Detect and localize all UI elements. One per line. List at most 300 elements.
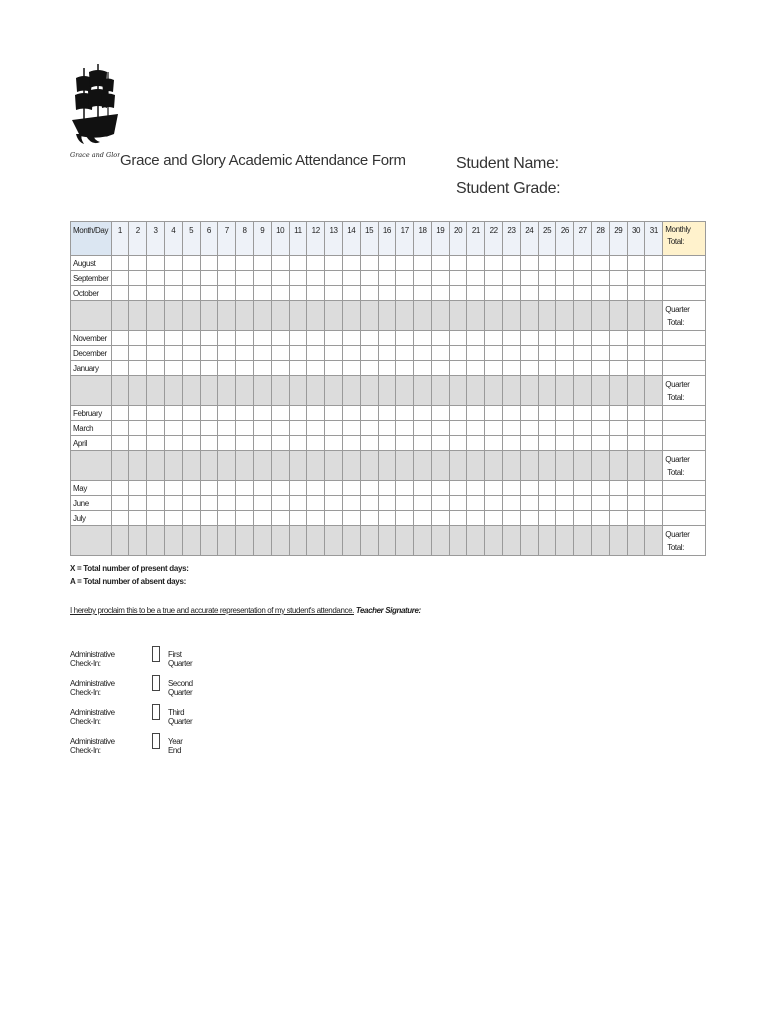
attendance-cell[interactable] — [342, 256, 360, 271]
attendance-cell[interactable] — [360, 436, 378, 451]
attendance-cell[interactable] — [467, 271, 485, 286]
attendance-cell[interactable] — [147, 256, 165, 271]
attendance-cell[interactable] — [129, 331, 147, 346]
attendance-cell[interactable] — [218, 361, 236, 376]
attendance-cell[interactable] — [574, 361, 592, 376]
attendance-cell[interactable] — [574, 436, 592, 451]
attendance-cell[interactable] — [325, 331, 343, 346]
attendance-cell[interactable] — [449, 496, 467, 511]
attendance-cell[interactable] — [503, 361, 521, 376]
attendance-cell[interactable] — [592, 436, 610, 451]
attendance-cell[interactable] — [325, 346, 343, 361]
attendance-cell[interactable] — [556, 436, 574, 451]
attendance-cell[interactable] — [307, 346, 325, 361]
attendance-cell[interactable] — [111, 361, 129, 376]
attendance-cell[interactable] — [556, 511, 574, 526]
attendance-cell[interactable] — [449, 361, 467, 376]
attendance-cell[interactable] — [182, 331, 200, 346]
attendance-cell[interactable] — [431, 496, 449, 511]
attendance-cell[interactable] — [271, 511, 289, 526]
attendance-cell[interactable] — [520, 406, 538, 421]
attendance-cell[interactable] — [574, 481, 592, 496]
monthly-total-cell[interactable] — [663, 481, 706, 496]
attendance-cell[interactable] — [200, 361, 218, 376]
attendance-cell[interactable] — [182, 361, 200, 376]
attendance-cell[interactable] — [414, 406, 432, 421]
attendance-cell[interactable] — [378, 286, 396, 301]
attendance-cell[interactable] — [449, 421, 467, 436]
attendance-cell[interactable] — [467, 406, 485, 421]
attendance-cell[interactable] — [147, 346, 165, 361]
attendance-cell[interactable] — [609, 361, 627, 376]
attendance-cell[interactable] — [449, 286, 467, 301]
attendance-cell[interactable] — [236, 511, 254, 526]
attendance-cell[interactable] — [520, 271, 538, 286]
attendance-cell[interactable] — [360, 421, 378, 436]
attendance-cell[interactable] — [325, 286, 343, 301]
attendance-cell[interactable] — [431, 436, 449, 451]
attendance-cell[interactable] — [396, 361, 414, 376]
attendance-cell[interactable] — [431, 286, 449, 301]
attendance-cell[interactable] — [467, 331, 485, 346]
attendance-cell[interactable] — [129, 346, 147, 361]
attendance-cell[interactable] — [342, 481, 360, 496]
attendance-cell[interactable] — [200, 406, 218, 421]
attendance-cell[interactable] — [342, 286, 360, 301]
attendance-cell[interactable] — [147, 421, 165, 436]
attendance-cell[interactable] — [164, 421, 182, 436]
attendance-cell[interactable] — [360, 481, 378, 496]
attendance-cell[interactable] — [645, 421, 663, 436]
attendance-cell[interactable] — [129, 286, 147, 301]
attendance-cell[interactable] — [449, 481, 467, 496]
attendance-cell[interactable] — [485, 271, 503, 286]
attendance-cell[interactable] — [574, 256, 592, 271]
attendance-cell[interactable] — [414, 511, 432, 526]
attendance-cell[interactable] — [253, 256, 271, 271]
attendance-cell[interactable] — [218, 481, 236, 496]
monthly-total-cell[interactable] — [663, 331, 706, 346]
attendance-cell[interactable] — [592, 421, 610, 436]
attendance-cell[interactable] — [556, 331, 574, 346]
attendance-cell[interactable] — [503, 256, 521, 271]
attendance-cell[interactable] — [164, 496, 182, 511]
attendance-cell[interactable] — [538, 481, 556, 496]
attendance-cell[interactable] — [111, 511, 129, 526]
attendance-cell[interactable] — [538, 496, 556, 511]
attendance-cell[interactable] — [503, 511, 521, 526]
attendance-cell[interactable] — [164, 436, 182, 451]
attendance-cell[interactable] — [574, 511, 592, 526]
attendance-cell[interactable] — [147, 271, 165, 286]
attendance-cell[interactable] — [342, 496, 360, 511]
attendance-cell[interactable] — [236, 481, 254, 496]
attendance-cell[interactable] — [164, 406, 182, 421]
attendance-cell[interactable] — [431, 271, 449, 286]
attendance-cell[interactable] — [218, 286, 236, 301]
attendance-cell[interactable] — [325, 256, 343, 271]
quarter-total-cell[interactable] — [663, 376, 706, 406]
attendance-cell[interactable] — [396, 496, 414, 511]
attendance-cell[interactable] — [485, 496, 503, 511]
attendance-cell[interactable] — [182, 286, 200, 301]
attendance-cell[interactable] — [307, 496, 325, 511]
attendance-cell[interactable] — [271, 331, 289, 346]
attendance-cell[interactable] — [325, 481, 343, 496]
attendance-cell[interactable] — [342, 271, 360, 286]
attendance-cell[interactable] — [609, 421, 627, 436]
attendance-cell[interactable] — [378, 436, 396, 451]
attendance-cell[interactable] — [378, 511, 396, 526]
attendance-cell[interactable] — [538, 286, 556, 301]
attendance-cell[interactable] — [645, 286, 663, 301]
attendance-cell[interactable] — [645, 361, 663, 376]
attendance-cell[interactable] — [556, 256, 574, 271]
attendance-cell[interactable] — [307, 406, 325, 421]
attendance-cell[interactable] — [431, 256, 449, 271]
attendance-cell[interactable] — [307, 421, 325, 436]
attendance-cell[interactable] — [414, 496, 432, 511]
attendance-cell[interactable] — [520, 481, 538, 496]
attendance-cell[interactable] — [645, 271, 663, 286]
attendance-cell[interactable] — [414, 346, 432, 361]
attendance-cell[interactable] — [556, 271, 574, 286]
attendance-cell[interactable] — [271, 271, 289, 286]
attendance-cell[interactable] — [556, 496, 574, 511]
attendance-cell[interactable] — [218, 496, 236, 511]
monthly-total-cell[interactable] — [663, 421, 706, 436]
attendance-cell[interactable] — [414, 286, 432, 301]
attendance-cell[interactable] — [164, 331, 182, 346]
attendance-cell[interactable] — [236, 271, 254, 286]
attendance-cell[interactable] — [467, 256, 485, 271]
attendance-cell[interactable] — [253, 346, 271, 361]
attendance-cell[interactable] — [342, 421, 360, 436]
attendance-cell[interactable] — [182, 256, 200, 271]
quarter-total-cell[interactable] — [663, 451, 706, 481]
attendance-cell[interactable] — [449, 256, 467, 271]
attendance-cell[interactable] — [609, 346, 627, 361]
monthly-total-cell[interactable] — [663, 346, 706, 361]
attendance-cell[interactable] — [520, 496, 538, 511]
attendance-cell[interactable] — [253, 496, 271, 511]
attendance-cell[interactable] — [645, 481, 663, 496]
attendance-cell[interactable] — [414, 421, 432, 436]
attendance-cell[interactable] — [253, 286, 271, 301]
monthly-total-cell[interactable] — [663, 361, 706, 376]
attendance-cell[interactable] — [147, 511, 165, 526]
attendance-cell[interactable] — [129, 361, 147, 376]
attendance-cell[interactable] — [129, 421, 147, 436]
attendance-cell[interactable] — [129, 406, 147, 421]
attendance-cell[interactable] — [360, 331, 378, 346]
attendance-cell[interactable] — [111, 436, 129, 451]
attendance-cell[interactable] — [485, 481, 503, 496]
attendance-cell[interactable] — [129, 256, 147, 271]
attendance-cell[interactable] — [627, 271, 645, 286]
attendance-cell[interactable] — [503, 286, 521, 301]
attendance-cell[interactable] — [503, 406, 521, 421]
attendance-cell[interactable] — [182, 421, 200, 436]
attendance-cell[interactable] — [378, 361, 396, 376]
attendance-cell[interactable] — [200, 271, 218, 286]
attendance-cell[interactable] — [485, 331, 503, 346]
attendance-cell[interactable] — [627, 406, 645, 421]
attendance-cell[interactable] — [592, 286, 610, 301]
attendance-cell[interactable] — [307, 256, 325, 271]
attendance-cell[interactable] — [396, 421, 414, 436]
attendance-cell[interactable] — [485, 511, 503, 526]
attendance-cell[interactable] — [556, 286, 574, 301]
attendance-cell[interactable] — [609, 406, 627, 421]
attendance-cell[interactable] — [627, 256, 645, 271]
attendance-cell[interactable] — [164, 346, 182, 361]
attendance-cell[interactable] — [271, 361, 289, 376]
attendance-cell[interactable] — [342, 346, 360, 361]
attendance-cell[interactable] — [289, 496, 307, 511]
attendance-cell[interactable] — [360, 496, 378, 511]
attendance-cell[interactable] — [609, 436, 627, 451]
attendance-cell[interactable] — [182, 481, 200, 496]
attendance-cell[interactable] — [218, 421, 236, 436]
attendance-cell[interactable] — [182, 496, 200, 511]
attendance-cell[interactable] — [164, 256, 182, 271]
attendance-cell[interactable] — [467, 436, 485, 451]
checkin-checkbox[interactable] — [152, 704, 160, 720]
attendance-cell[interactable] — [538, 271, 556, 286]
attendance-cell[interactable] — [556, 421, 574, 436]
attendance-cell[interactable] — [431, 406, 449, 421]
attendance-cell[interactable] — [360, 346, 378, 361]
attendance-cell[interactable] — [645, 331, 663, 346]
attendance-cell[interactable] — [271, 406, 289, 421]
attendance-cell[interactable] — [645, 511, 663, 526]
attendance-cell[interactable] — [538, 331, 556, 346]
attendance-cell[interactable] — [378, 256, 396, 271]
attendance-cell[interactable] — [627, 346, 645, 361]
attendance-cell[interactable] — [253, 406, 271, 421]
attendance-cell[interactable] — [307, 331, 325, 346]
attendance-cell[interactable] — [325, 406, 343, 421]
attendance-cell[interactable] — [592, 256, 610, 271]
attendance-cell[interactable] — [396, 271, 414, 286]
attendance-cell[interactable] — [360, 361, 378, 376]
attendance-cell[interactable] — [449, 406, 467, 421]
attendance-cell[interactable] — [592, 481, 610, 496]
attendance-cell[interactable] — [538, 436, 556, 451]
attendance-cell[interactable] — [147, 361, 165, 376]
attendance-cell[interactable] — [182, 406, 200, 421]
attendance-cell[interactable] — [520, 511, 538, 526]
attendance-cell[interactable] — [449, 331, 467, 346]
attendance-cell[interactable] — [467, 511, 485, 526]
attendance-cell[interactable] — [289, 256, 307, 271]
attendance-cell[interactable] — [378, 271, 396, 286]
attendance-cell[interactable] — [627, 496, 645, 511]
attendance-cell[interactable] — [342, 361, 360, 376]
attendance-cell[interactable] — [503, 346, 521, 361]
attendance-cell[interactable] — [200, 256, 218, 271]
attendance-cell[interactable] — [200, 346, 218, 361]
attendance-cell[interactable] — [503, 436, 521, 451]
attendance-cell[interactable] — [538, 406, 556, 421]
attendance-cell[interactable] — [467, 361, 485, 376]
attendance-cell[interactable] — [271, 346, 289, 361]
attendance-cell[interactable] — [538, 421, 556, 436]
attendance-cell[interactable] — [111, 346, 129, 361]
attendance-cell[interactable] — [485, 286, 503, 301]
attendance-cell[interactable] — [574, 346, 592, 361]
attendance-cell[interactable] — [325, 496, 343, 511]
attendance-cell[interactable] — [627, 331, 645, 346]
attendance-cell[interactable] — [556, 346, 574, 361]
attendance-cell[interactable] — [360, 286, 378, 301]
attendance-cell[interactable] — [520, 286, 538, 301]
attendance-cell[interactable] — [467, 496, 485, 511]
checkin-checkbox[interactable] — [152, 646, 160, 662]
attendance-cell[interactable] — [164, 286, 182, 301]
attendance-cell[interactable] — [378, 331, 396, 346]
attendance-cell[interactable] — [503, 271, 521, 286]
attendance-cell[interactable] — [111, 406, 129, 421]
attendance-cell[interactable] — [289, 286, 307, 301]
attendance-cell[interactable] — [253, 481, 271, 496]
attendance-cell[interactable] — [520, 346, 538, 361]
attendance-cell[interactable] — [592, 511, 610, 526]
attendance-cell[interactable] — [360, 271, 378, 286]
attendance-cell[interactable] — [520, 256, 538, 271]
monthly-total-cell[interactable] — [663, 496, 706, 511]
attendance-cell[interactable] — [253, 511, 271, 526]
attendance-cell[interactable] — [218, 406, 236, 421]
attendance-cell[interactable] — [307, 271, 325, 286]
attendance-cell[interactable] — [200, 436, 218, 451]
attendance-cell[interactable] — [307, 361, 325, 376]
attendance-cell[interactable] — [467, 421, 485, 436]
attendance-cell[interactable] — [289, 271, 307, 286]
attendance-cell[interactable] — [147, 481, 165, 496]
attendance-cell[interactable] — [111, 496, 129, 511]
attendance-cell[interactable] — [485, 346, 503, 361]
attendance-cell[interactable] — [307, 511, 325, 526]
attendance-cell[interactable] — [289, 511, 307, 526]
attendance-cell[interactable] — [253, 271, 271, 286]
attendance-cell[interactable] — [236, 286, 254, 301]
checkin-checkbox[interactable] — [152, 675, 160, 691]
attendance-cell[interactable] — [236, 331, 254, 346]
monthly-total-cell[interactable] — [663, 406, 706, 421]
attendance-cell[interactable] — [325, 511, 343, 526]
attendance-cell[interactable] — [609, 496, 627, 511]
attendance-cell[interactable] — [129, 271, 147, 286]
attendance-cell[interactable] — [200, 496, 218, 511]
attendance-cell[interactable] — [236, 436, 254, 451]
attendance-cell[interactable] — [414, 361, 432, 376]
monthly-total-cell[interactable] — [663, 511, 706, 526]
monthly-total-cell[interactable] — [663, 286, 706, 301]
attendance-cell[interactable] — [111, 286, 129, 301]
attendance-cell[interactable] — [129, 496, 147, 511]
attendance-cell[interactable] — [360, 511, 378, 526]
attendance-cell[interactable] — [129, 436, 147, 451]
attendance-cell[interactable] — [218, 271, 236, 286]
attendance-cell[interactable] — [520, 361, 538, 376]
attendance-cell[interactable] — [307, 481, 325, 496]
attendance-cell[interactable] — [147, 286, 165, 301]
attendance-cell[interactable] — [503, 496, 521, 511]
attendance-cell[interactable] — [182, 271, 200, 286]
attendance-cell[interactable] — [271, 421, 289, 436]
attendance-cell[interactable] — [200, 331, 218, 346]
attendance-cell[interactable] — [609, 511, 627, 526]
attendance-cell[interactable] — [271, 496, 289, 511]
attendance-cell[interactable] — [485, 421, 503, 436]
attendance-cell[interactable] — [449, 436, 467, 451]
attendance-cell[interactable] — [645, 406, 663, 421]
attendance-cell[interactable] — [609, 481, 627, 496]
attendance-cell[interactable] — [485, 256, 503, 271]
attendance-cell[interactable] — [396, 511, 414, 526]
attendance-cell[interactable] — [307, 436, 325, 451]
attendance-cell[interactable] — [396, 286, 414, 301]
attendance-cell[interactable] — [538, 346, 556, 361]
attendance-cell[interactable] — [164, 361, 182, 376]
attendance-cell[interactable] — [164, 511, 182, 526]
attendance-cell[interactable] — [236, 346, 254, 361]
attendance-cell[interactable] — [627, 511, 645, 526]
attendance-cell[interactable] — [503, 421, 521, 436]
attendance-cell[interactable] — [574, 331, 592, 346]
attendance-cell[interactable] — [325, 271, 343, 286]
checkin-checkbox[interactable] — [152, 733, 160, 749]
attendance-cell[interactable] — [574, 286, 592, 301]
attendance-cell[interactable] — [574, 271, 592, 286]
attendance-cell[interactable] — [592, 271, 610, 286]
attendance-cell[interactable] — [200, 511, 218, 526]
attendance-cell[interactable] — [431, 331, 449, 346]
attendance-cell[interactable] — [414, 481, 432, 496]
attendance-cell[interactable] — [200, 286, 218, 301]
attendance-cell[interactable] — [218, 256, 236, 271]
attendance-cell[interactable] — [253, 331, 271, 346]
attendance-cell[interactable] — [609, 256, 627, 271]
attendance-cell[interactable] — [538, 361, 556, 376]
attendance-cell[interactable] — [253, 436, 271, 451]
attendance-cell[interactable] — [182, 436, 200, 451]
attendance-cell[interactable] — [271, 286, 289, 301]
attendance-cell[interactable] — [396, 436, 414, 451]
attendance-cell[interactable] — [431, 361, 449, 376]
attendance-cell[interactable] — [325, 421, 343, 436]
attendance-cell[interactable] — [449, 511, 467, 526]
attendance-cell[interactable] — [609, 331, 627, 346]
attendance-cell[interactable] — [431, 346, 449, 361]
attendance-cell[interactable] — [396, 481, 414, 496]
attendance-cell[interactable] — [485, 436, 503, 451]
attendance-cell[interactable] — [467, 346, 485, 361]
attendance-cell[interactable] — [378, 406, 396, 421]
attendance-cell[interactable] — [627, 361, 645, 376]
attendance-cell[interactable] — [503, 481, 521, 496]
attendance-cell[interactable] — [111, 481, 129, 496]
attendance-cell[interactable] — [342, 436, 360, 451]
monthly-total-cell[interactable] — [663, 436, 706, 451]
attendance-cell[interactable] — [147, 406, 165, 421]
attendance-cell[interactable] — [609, 286, 627, 301]
attendance-cell[interactable] — [449, 346, 467, 361]
attendance-cell[interactable] — [414, 271, 432, 286]
attendance-cell[interactable] — [627, 481, 645, 496]
